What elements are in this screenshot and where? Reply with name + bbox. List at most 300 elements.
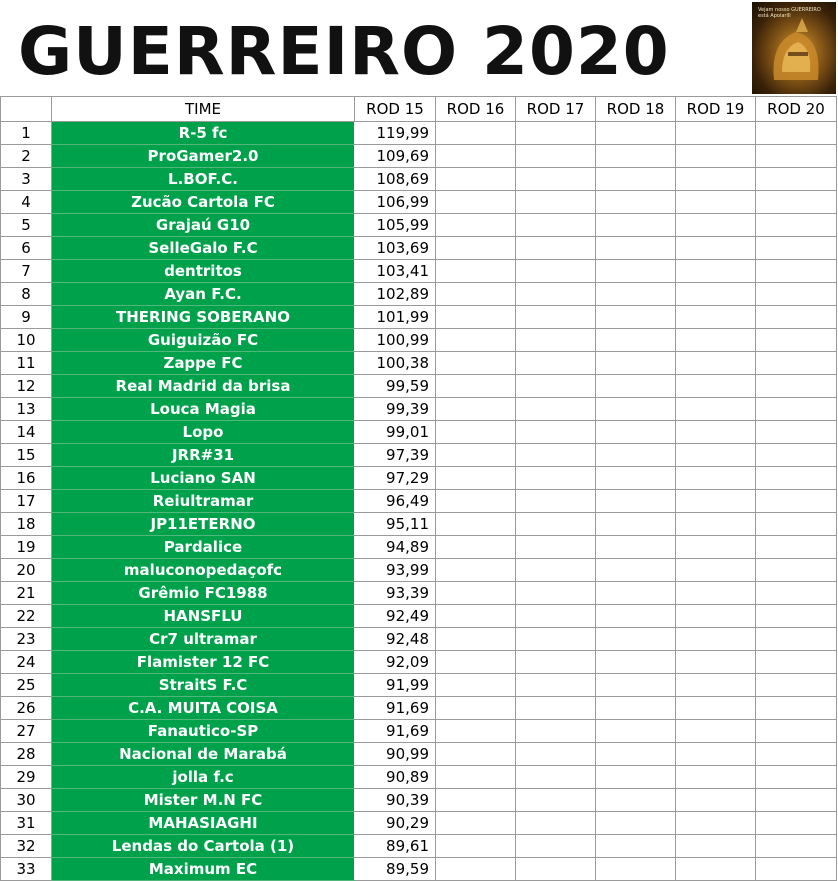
table-row [1,766,837,789]
rod19-score-cell[interactable] [676,237,756,260]
rod16-score-cell[interactable] [436,122,516,145]
rod19-score-cell[interactable] [676,628,756,651]
rod15-score-cell[interactable]: 95,11 [355,513,436,536]
position-cell[interactable]: 4 [1,191,52,214]
rod18-score-cell[interactable] [596,720,676,743]
position-cell[interactable]: 19 [1,536,52,559]
table-row [1,789,837,812]
header-cell-rod17: ROD 17 [516,97,596,122]
rod15-score-cell[interactable]: 103,69 [355,237,436,260]
table-row [1,122,837,145]
rod16-score-cell[interactable] [436,444,516,467]
rod18-score-cell[interactable] [596,697,676,720]
rod18-score-cell[interactable] [596,605,676,628]
rod16-score-cell[interactable] [436,375,516,398]
rod19-score-cell[interactable] [676,283,756,306]
team-name-cell[interactable]: Louca Magia [52,398,355,421]
rod19-score-cell[interactable] [676,513,756,536]
rod16-score-cell[interactable] [436,697,516,720]
table-row [1,352,837,375]
rod16-score-cell[interactable] [436,674,516,697]
rod19-score-cell[interactable] [676,789,756,812]
rod20-score-cell[interactable] [756,122,837,145]
rod18-score-cell[interactable] [596,858,676,881]
position-cell[interactable]: 23 [1,628,52,651]
rod15-score-cell[interactable]: 103,41 [355,260,436,283]
rod17-score-cell[interactable] [516,375,596,398]
rod18-score-cell[interactable] [596,835,676,858]
rod17-score-cell[interactable] [516,720,596,743]
rod19-score-cell[interactable] [676,306,756,329]
rod20-score-cell[interactable] [756,720,837,743]
table-row [1,306,837,329]
rod16-score-cell[interactable] [436,720,516,743]
rod15-score-cell[interactable]: 91,69 [355,697,436,720]
rod17-score-cell[interactable] [516,260,596,283]
rod17-score-cell[interactable] [516,582,596,605]
position-cell[interactable]: 3 [1,168,52,191]
rod18-score-cell[interactable] [596,122,676,145]
rod15-score-cell[interactable]: 100,99 [355,329,436,352]
rod18-score-cell[interactable] [596,582,676,605]
rod17-score-cell[interactable] [516,122,596,145]
team-name-cell[interactable]: Mister M.N FC [52,789,355,812]
rod19-score-cell[interactable] [676,168,756,191]
header-cell-rod16: ROD 16 [436,97,516,122]
rod17-score-cell[interactable] [516,444,596,467]
rod19-score-cell[interactable] [676,720,756,743]
rod19-score-cell[interactable] [676,352,756,375]
team-name-cell[interactable]: Lendas do Cartola (1) [52,835,355,858]
rod15-score-cell[interactable]: 101,99 [355,306,436,329]
header-cell-time: TIME [52,97,355,122]
rod20-score-cell[interactable] [756,536,837,559]
position-cell[interactable]: 18 [1,513,52,536]
header-cell-rod19: ROD 19 [676,97,756,122]
rod16-score-cell[interactable] [436,513,516,536]
rod15-score-cell[interactable]: 93,39 [355,582,436,605]
rod15-score-cell[interactable]: 99,01 [355,421,436,444]
team-name-cell[interactable]: StraitS F.C [52,674,355,697]
header-cell-rod18: ROD 18 [596,97,676,122]
rod19-score-cell[interactable] [676,444,756,467]
rod20-score-cell[interactable] [756,191,837,214]
rod18-score-cell[interactable] [596,329,676,352]
rod17-score-cell[interactable] [516,789,596,812]
rod17-score-cell[interactable] [516,628,596,651]
rod18-score-cell[interactable] [596,352,676,375]
rod18-score-cell[interactable] [596,628,676,651]
rod19-score-cell[interactable] [676,582,756,605]
rod16-score-cell[interactable] [436,835,516,858]
rod16-score-cell[interactable] [436,329,516,352]
rod19-score-cell[interactable] [676,835,756,858]
rod16-score-cell[interactable] [436,582,516,605]
rod17-score-cell[interactable] [516,605,596,628]
rod17-score-cell[interactable] [516,467,596,490]
rod17-score-cell[interactable] [516,237,596,260]
rod18-score-cell[interactable] [596,375,676,398]
rod18-score-cell[interactable] [596,237,676,260]
team-name-cell[interactable]: Guiguizão FC [52,329,355,352]
rod16-score-cell[interactable] [436,145,516,168]
rod18-score-cell[interactable] [596,421,676,444]
team-name-cell[interactable]: L.BOF.C. [52,168,355,191]
table-row [1,605,837,628]
rod19-score-cell[interactable] [676,559,756,582]
rod16-score-cell[interactable] [436,260,516,283]
position-cell[interactable]: 17 [1,490,52,513]
team-name-cell[interactable]: SelleGalo F.C [52,237,355,260]
rod16-score-cell[interactable] [436,352,516,375]
rod17-score-cell[interactable] [516,812,596,835]
rod15-score-cell[interactable]: 119,99 [355,122,436,145]
position-cell[interactable]: 7 [1,260,52,283]
rod20-score-cell[interactable] [756,835,837,858]
table-row [1,421,837,444]
rod15-score-cell[interactable]: 97,29 [355,467,436,490]
team-name-cell[interactable]: C.A. MUITA COISA [52,697,355,720]
position-cell[interactable]: 16 [1,467,52,490]
rod17-score-cell[interactable] [516,283,596,306]
rod15-score-cell[interactable]: 91,99 [355,674,436,697]
position-cell[interactable]: 12 [1,375,52,398]
rod16-score-cell[interactable] [436,306,516,329]
rod19-score-cell[interactable] [676,467,756,490]
position-cell[interactable]: 5 [1,214,52,237]
position-cell[interactable]: 11 [1,352,52,375]
rod17-score-cell[interactable] [516,674,596,697]
rod19-score-cell[interactable] [676,605,756,628]
rod15-score-cell[interactable]: 109,69 [355,145,436,168]
rod20-score-cell[interactable] [756,283,837,306]
position-cell[interactable]: 2 [1,145,52,168]
header-cell-rod20: ROD 20 [756,97,837,122]
rod15-score-cell[interactable]: 89,59 [355,858,436,881]
rod15-score-cell[interactable]: 92,48 [355,628,436,651]
rod20-score-cell[interactable] [756,812,837,835]
rod18-score-cell[interactable] [596,283,676,306]
table-row [1,237,837,260]
table-row [1,145,837,168]
rod15-score-cell[interactable]: 92,09 [355,651,436,674]
rod15-score-cell[interactable]: 108,69 [355,168,436,191]
position-cell[interactable]: 32 [1,835,52,858]
team-name-cell[interactable]: Luciano SAN [52,467,355,490]
rod18-score-cell[interactable] [596,145,676,168]
rod19-score-cell[interactable] [676,191,756,214]
header-row [1,97,837,122]
rod16-score-cell[interactable] [436,398,516,421]
position-cell[interactable]: 14 [1,421,52,444]
team-name-cell[interactable]: jolla f.c [52,766,355,789]
rod15-score-cell[interactable]: 105,99 [355,214,436,237]
rod17-score-cell[interactable] [516,145,596,168]
table-row [1,536,837,559]
rod15-score-cell[interactable]: 97,39 [355,444,436,467]
position-cell[interactable]: 22 [1,605,52,628]
rod17-score-cell[interactable] [516,421,596,444]
rod17-score-cell[interactable] [516,697,596,720]
position-cell[interactable]: 20 [1,559,52,582]
rod17-score-cell[interactable] [516,858,596,881]
rod20-score-cell[interactable] [756,375,837,398]
table-row [1,214,837,237]
team-name-cell[interactable]: ProGamer2.0 [52,145,355,168]
table-row [1,697,837,720]
team-name-cell[interactable]: Reiultramar [52,490,355,513]
rod19-score-cell[interactable] [676,674,756,697]
table-row [1,490,837,513]
rod16-score-cell[interactable] [436,168,516,191]
table-row [1,674,837,697]
rod19-score-cell[interactable] [676,766,756,789]
rod19-score-cell[interactable] [676,490,756,513]
team-name-cell[interactable]: Real Madrid da brisa [52,375,355,398]
rod16-score-cell[interactable] [436,628,516,651]
team-name-cell[interactable]: Zappe FC [52,352,355,375]
team-name-cell[interactable]: Lopo [52,421,355,444]
rod19-score-cell[interactable] [676,122,756,145]
team-name-cell[interactable]: Ayan F.C. [52,283,355,306]
rod20-score-cell[interactable] [756,306,837,329]
rod18-score-cell[interactable] [596,214,676,237]
team-name-cell[interactable]: Flamister 12 FC [52,651,355,674]
rod18-score-cell[interactable] [596,536,676,559]
team-name-cell[interactable]: Pardalice [52,536,355,559]
page-title: GUERREIRO 2020 [18,13,670,90]
rod18-score-cell[interactable] [596,651,676,674]
rod16-score-cell[interactable] [436,490,516,513]
position-cell[interactable]: 13 [1,398,52,421]
rod16-score-cell[interactable] [436,536,516,559]
rod20-score-cell[interactable] [756,743,837,766]
rod20-score-cell[interactable] [756,467,837,490]
table-row [1,283,837,306]
rod15-score-cell[interactable]: 89,61 [355,835,436,858]
team-name-cell[interactable]: Cr7 ultramar [52,628,355,651]
rod16-score-cell[interactable] [436,789,516,812]
rod20-score-cell[interactable] [756,789,837,812]
rod16-score-cell[interactable] [436,559,516,582]
rod18-score-cell[interactable] [596,743,676,766]
team-name-cell[interactable]: Grêmio FC1988 [52,582,355,605]
rod18-score-cell[interactable] [596,490,676,513]
rod20-score-cell[interactable] [756,444,837,467]
rod17-score-cell[interactable] [516,743,596,766]
rod16-score-cell[interactable] [436,766,516,789]
position-cell[interactable]: 10 [1,329,52,352]
table-row [1,513,837,536]
position-cell[interactable]: 6 [1,237,52,260]
rod17-score-cell[interactable] [516,214,596,237]
rod16-score-cell[interactable] [436,812,516,835]
position-cell[interactable]: 1 [1,122,52,145]
rod19-score-cell[interactable] [676,398,756,421]
rod17-score-cell[interactable] [516,536,596,559]
table-row [1,329,837,352]
rod17-score-cell[interactable] [516,513,596,536]
rod15-score-cell[interactable]: 99,59 [355,375,436,398]
rod15-score-cell[interactable]: 96,49 [355,490,436,513]
rod19-score-cell[interactable] [676,145,756,168]
rod15-score-cell[interactable]: 100,38 [355,352,436,375]
rod20-score-cell[interactable] [756,513,837,536]
position-cell[interactable]: 15 [1,444,52,467]
rod18-score-cell[interactable] [596,467,676,490]
rod17-score-cell[interactable] [516,651,596,674]
rod19-score-cell[interactable] [676,651,756,674]
rod17-score-cell[interactable] [516,398,596,421]
rod15-score-cell[interactable]: 93,99 [355,559,436,582]
rod18-score-cell[interactable] [596,674,676,697]
table-row [1,743,837,766]
team-name-cell[interactable]: Maximum EC [52,858,355,881]
rod20-score-cell[interactable] [756,697,837,720]
rod19-score-cell[interactable] [676,743,756,766]
rod18-score-cell[interactable] [596,789,676,812]
position-cell[interactable]: 29 [1,766,52,789]
rod18-score-cell[interactable] [596,260,676,283]
rod19-score-cell[interactable] [676,421,756,444]
rod18-score-cell[interactable] [596,168,676,191]
position-cell[interactable]: 9 [1,306,52,329]
rod20-score-cell[interactable] [756,605,837,628]
position-cell[interactable]: 27 [1,720,52,743]
rod15-score-cell[interactable]: 99,39 [355,398,436,421]
rod20-score-cell[interactable] [756,651,837,674]
table-row [1,559,837,582]
rod15-score-cell[interactable]: 90,99 [355,743,436,766]
table-row [1,835,837,858]
team-name-cell[interactable]: R-5 fc [52,122,355,145]
team-name-cell[interactable]: JP11ETERNO [52,513,355,536]
position-cell[interactable]: 33 [1,858,52,881]
rod18-score-cell[interactable] [596,812,676,835]
rod16-score-cell[interactable] [436,191,516,214]
position-cell[interactable]: 25 [1,674,52,697]
table-row [1,398,837,421]
rod20-score-cell[interactable] [756,260,837,283]
rod16-score-cell[interactable] [436,421,516,444]
rod17-score-cell[interactable] [516,329,596,352]
position-cell[interactable]: 24 [1,651,52,674]
rod15-score-cell[interactable]: 102,89 [355,283,436,306]
rod17-score-cell[interactable] [516,306,596,329]
rod15-score-cell[interactable]: 92,49 [355,605,436,628]
rod15-score-cell[interactable]: 91,69 [355,720,436,743]
rod20-score-cell[interactable] [756,628,837,651]
team-name-cell[interactable]: JRR#31 [52,444,355,467]
rod17-score-cell[interactable] [516,168,596,191]
rod19-score-cell[interactable] [676,812,756,835]
rod20-score-cell[interactable] [756,329,837,352]
rod18-score-cell[interactable] [596,559,676,582]
rod18-score-cell[interactable] [596,398,676,421]
rod20-score-cell[interactable] [756,168,837,191]
rod16-score-cell[interactable] [436,605,516,628]
team-name-cell[interactable]: THERING SOBERANO [52,306,355,329]
rod18-score-cell[interactable] [596,513,676,536]
position-cell[interactable]: 28 [1,743,52,766]
table-row [1,375,837,398]
rod19-score-cell[interactable] [676,329,756,352]
rod20-score-cell[interactable] [756,214,837,237]
rod18-score-cell[interactable] [596,191,676,214]
rod18-score-cell[interactable] [596,306,676,329]
rod17-score-cell[interactable] [516,490,596,513]
rod17-score-cell[interactable] [516,559,596,582]
rod19-score-cell[interactable] [676,375,756,398]
logo-caption: Vejam nosso GUERREIRO está Apoiarlll [758,7,821,19]
team-name-cell[interactable]: HANSFLU [52,605,355,628]
rod19-score-cell[interactable] [676,260,756,283]
rod20-score-cell[interactable] [756,674,837,697]
position-cell[interactable]: 31 [1,812,52,835]
team-name-cell[interactable]: Grajaú G10 [52,214,355,237]
rod16-score-cell[interactable] [436,237,516,260]
rod15-score-cell[interactable]: 90,39 [355,789,436,812]
rod15-score-cell[interactable]: 90,89 [355,766,436,789]
rod16-score-cell[interactable] [436,214,516,237]
rod18-score-cell[interactable] [596,766,676,789]
position-cell[interactable]: 8 [1,283,52,306]
table-row [1,260,837,283]
rod16-score-cell[interactable] [436,467,516,490]
position-cell[interactable]: 26 [1,697,52,720]
rod15-score-cell[interactable]: 106,99 [355,191,436,214]
rod20-score-cell[interactable] [756,766,837,789]
rod15-score-cell[interactable]: 94,89 [355,536,436,559]
rod20-score-cell[interactable] [756,145,837,168]
rod16-score-cell[interactable] [436,283,516,306]
rod20-score-cell[interactable] [756,398,837,421]
team-name-cell[interactable]: Nacional de Marabá [52,743,355,766]
rod17-score-cell[interactable] [516,835,596,858]
rod19-score-cell[interactable] [676,214,756,237]
rod19-score-cell[interactable] [676,536,756,559]
team-name-cell[interactable]: maluconopedaçofc [52,559,355,582]
team-name-cell[interactable]: MAHASIAGHI [52,812,355,835]
rod17-score-cell[interactable] [516,766,596,789]
rod17-score-cell[interactable] [516,191,596,214]
table-row [1,168,837,191]
header-cell-rod15: ROD 15 [355,97,436,122]
rod20-score-cell[interactable] [756,582,837,605]
rod16-score-cell[interactable] [436,743,516,766]
rod18-score-cell[interactable] [596,444,676,467]
rod20-score-cell[interactable] [756,858,837,881]
rod20-score-cell[interactable] [756,490,837,513]
team-name-cell[interactable]: Zucão Cartola FC [52,191,355,214]
helmet-logo-icon [752,2,836,94]
rod20-score-cell[interactable] [756,559,837,582]
position-cell[interactable]: 21 [1,582,52,605]
rod20-score-cell[interactable] [756,421,837,444]
rod17-score-cell[interactable] [516,352,596,375]
position-cell[interactable]: 30 [1,789,52,812]
table-row [1,812,837,835]
team-name-cell[interactable]: Fanautico-SP [52,720,355,743]
rod16-score-cell[interactable] [436,651,516,674]
rod19-score-cell[interactable] [676,858,756,881]
team-name-cell[interactable]: dentritos [52,260,355,283]
rod20-score-cell[interactable] [756,352,837,375]
rod19-score-cell[interactable] [676,697,756,720]
rod15-score-cell[interactable]: 90,29 [355,812,436,835]
rod16-score-cell[interactable] [436,858,516,881]
rod20-score-cell[interactable] [756,237,837,260]
